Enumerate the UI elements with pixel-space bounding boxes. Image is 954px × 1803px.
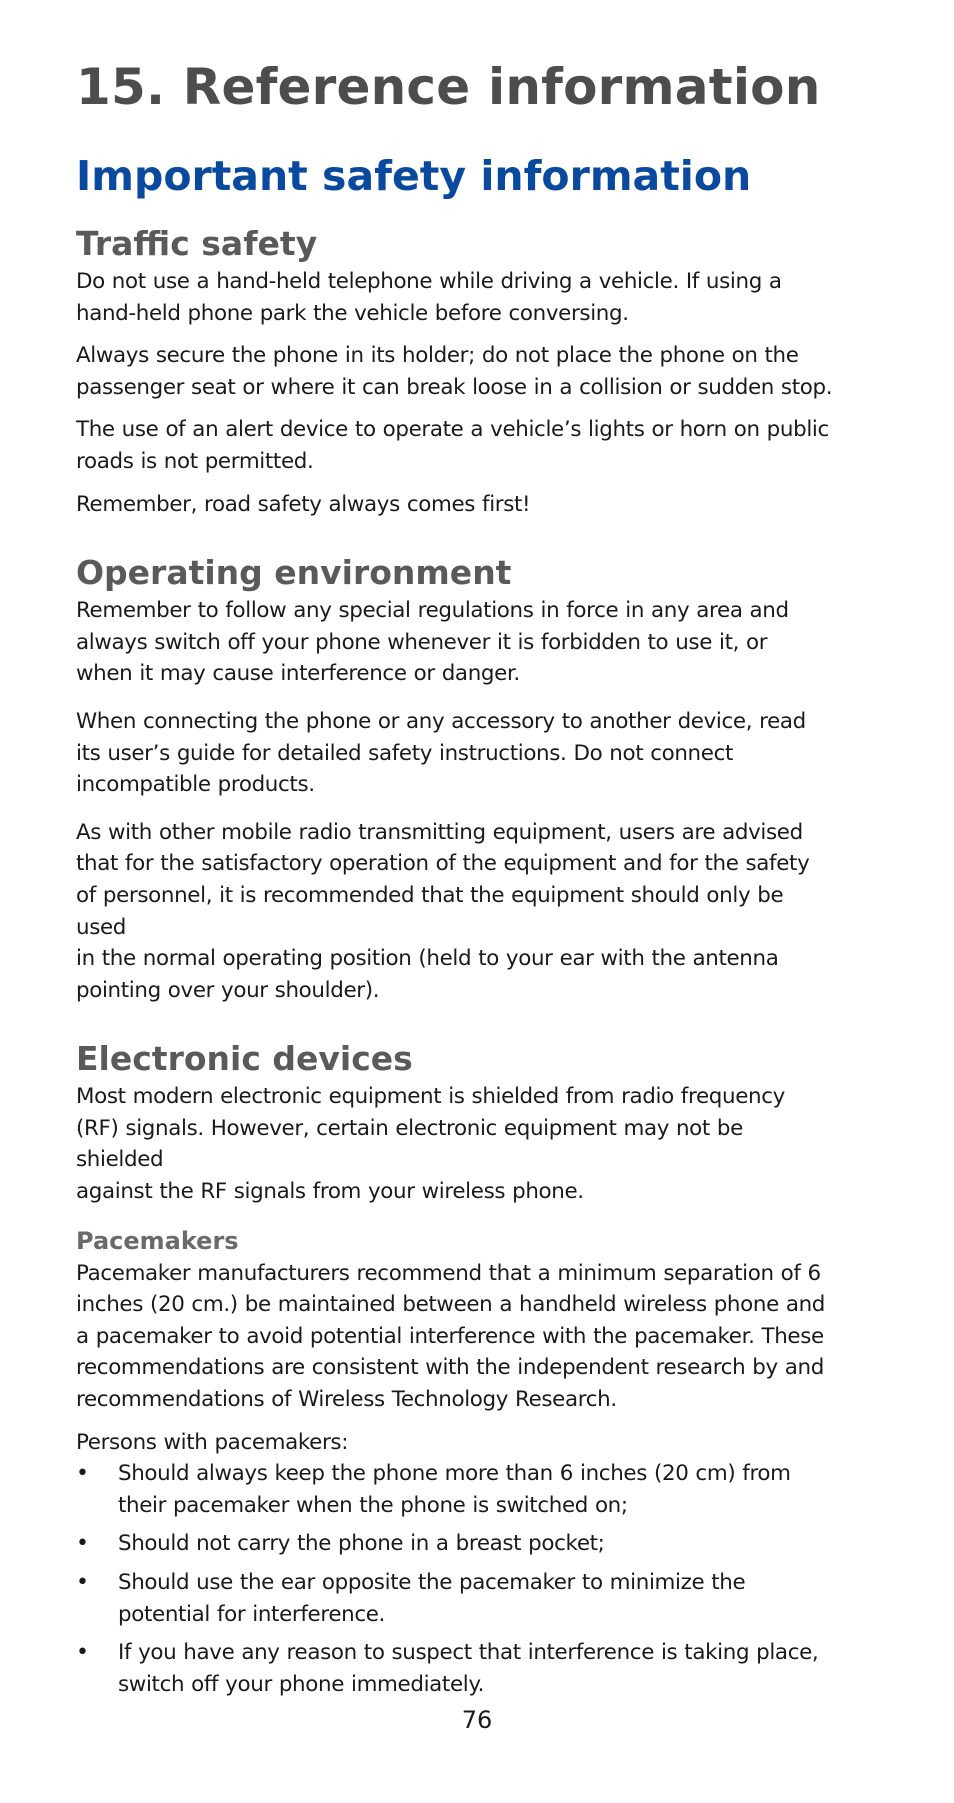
list-item bbox=[76, 1567, 836, 1630]
list-item-text: If you have any reason to suspect that interference is taking place, switch off your phone immediately. bbox=[118, 1640, 819, 1697]
list-item-text: Should not carry the phone in a breast pocket; bbox=[118, 1531, 605, 1557]
bullet-icon: • bbox=[76, 1640, 89, 1666]
traffic-paragraph-1: Do not use a hand-held telephone while driving a vehicle. If using a hand-held phone park the vehicle before conversing. bbox=[76, 269, 782, 326]
operating-paragraph-1: Remember to follow any special regulations in force in any area and always switch off your phone whenever it is forbidden to use it, or when it may cause interference or danger. bbox=[76, 598, 789, 687]
operating-environment-heading: Operating environment bbox=[76, 553, 512, 593]
page-number: 76 bbox=[461, 1706, 493, 1734]
pacemakers-intro: Persons with pacemakers: bbox=[76, 1429, 349, 1455]
operating-paragraph-2: When connecting the phone or any accessory to another device, read its user’s guide for detailed safety instructions. Do not connect incompatible products. bbox=[76, 708, 806, 798]
chapter-title: 15. Reference information bbox=[76, 58, 821, 116]
section-title: Important safety information bbox=[76, 152, 752, 200]
list-item-text: Should always keep the phone more than 6 inches (20 cm) from their pacemaker when the phone is switched on; bbox=[118, 1461, 791, 1518]
pacemakers-heading: Pacemakers bbox=[76, 1226, 239, 1255]
operating-paragraph-3: As with other mobile radio transmitting equipment, users are advised that for the satisfactory operation of the equipment and for the safety of personnel, it is recommended that the equipment should only be used in the normal operating position (held to your ear with the antenna pointing over your shoulder). bbox=[76, 819, 810, 1003]
electronic-devices-heading: Electronic devices bbox=[76, 1039, 413, 1079]
pacemakers-paragraph-1: Pacemaker manufacturers recommend that a minimum separation of 6 inches (20 cm.) be maintained between a handheld wireless phone and a pacemaker to avoid potential interference with the pacemaker. These recommendations are consistent with the independent research by and recommendations of Wireless Technology Research. bbox=[76, 1260, 826, 1413]
traffic-paragraph-2: Always secure the phone in its holder; do not place the phone on the passenger seat or where it can break loose in a collision or sudden stop. bbox=[76, 343, 833, 400]
document-body bbox=[76, 222, 836, 1707]
bullet-icon: • bbox=[76, 1461, 89, 1487]
pacemaker-guidelines-list bbox=[76, 1458, 836, 1700]
list-item-text: Should use the ear opposite the pacemaker to minimize the potential for interference. bbox=[118, 1570, 746, 1627]
traffic-safety-heading: Traffic safety bbox=[76, 224, 318, 263]
list-item bbox=[76, 1528, 836, 1560]
list-item bbox=[76, 1458, 836, 1521]
traffic-paragraph-3: The use of an alert device to operate a vehicle’s lights or horn on public roads is not permitted. bbox=[76, 417, 829, 474]
bullet-icon: • bbox=[76, 1531, 89, 1557]
traffic-paragraph-4: Remember, road safety always comes first! bbox=[76, 491, 531, 517]
bullet-icon: • bbox=[76, 1570, 89, 1595]
list-item bbox=[76, 1637, 836, 1700]
electronic-paragraph-1: Most modern electronic equipment is shielded from radio frequency (RF) signals. However, certain electronic equipment may not be shielded against the RF signals from your wireless phone. bbox=[76, 1084, 785, 1205]
